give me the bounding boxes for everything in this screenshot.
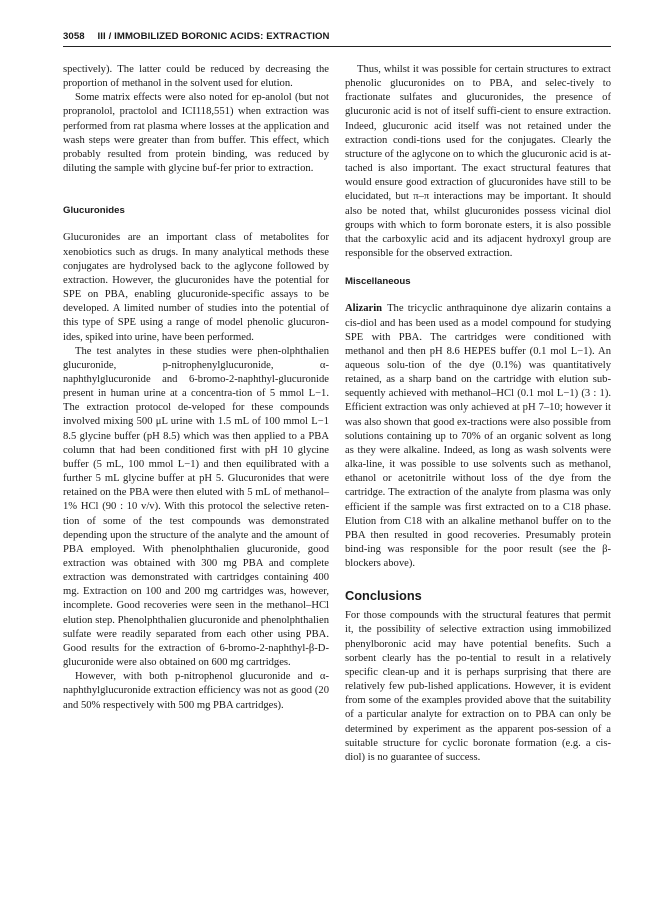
section-heading-glucuronides: Glucuronides [63, 205, 125, 217]
paragraph: Some matrix effects were also noted for ep-anolol (but not propranolol, practolol and ICI118,551) when extraction was performed from rat plasma where losses at the application and wash steps were greater than from buffer. This effect, which probably resulted from protein binding, was reduced by diluting the sample with glycine buf-fer prior to extraction. [63, 92, 329, 175]
running-header [63, 31, 611, 42]
paragraph: However, with both p-nitrophenol glucuronide and α-naphthylglucuronide extraction efficiency was not as good (20 and 50% respectively with 500 mg PBA cartridges). [63, 671, 329, 711]
page-number: 3058 [63, 31, 85, 42]
paragraph: The test analytes in these studies were phen-olphthalien glucuronide, p-nitrophenylglucuronide, α-naphthylglucuronide and 6-bromo-2-naphthyl-glucuronide present in human urine at a concentra-tion of 5 mmol L−1. The extraction protocol de-veloped for these compounds involved mixing 500 μL urine with 1.5 mL of 100 mmol L−1 8.5 glycine buffer (pH 8.5) which was then applied to a PBA column that had been conditioned first with pH 10 glycine buffer (5 mL, 100 mmol L−1) and then equilibrated with a further 5 mL glycine buffer at pH 5. Glucuronides that were retained on the PBA were then eluted with 5 mL of methanol–1% HCl (90 : 10 v/v). With this protocol the selective reten-tion of some of the test compounds was demonstrated depending upon the structure of the analyte and the amount of PBA employed. With phenolphthalien glucuronide, good extraction was obtained with 300 mg PBA and complete extraction was demonstrated with cartridges containing 400 mg. Extraction on 100 and 200 mg cartridges was, however, incomplete. Good recoveries were seen in the methanol–HCl elution step. Phenolphthalien glucuronide and phenolphthalien sulfate were readily separated from each other using PBA. Good results for the extraction of 6-bromo-2-naphthyl-β-D-glucuronide were also obtained on 600 mg cartridges. [63, 345, 329, 669]
runin-heading-alizarin: Alizarin [345, 303, 383, 315]
left-column [63, 63, 329, 713]
header-rule [63, 46, 611, 47]
paragraph-text: The tricyclic anthraquinone dye alizarin contains a cis-diol and has been used as a model compound for studying SPE with PBA. The cartridges were conditioned with methanol and then pH 8.6 HEPES buffer (0.1 mol L−1). An aqueous solu-tion of the dye (0.1%) was quantitatively retained, as a sharp band on the cartridge with elution sub-sequently achieved with methanol–HCl (0.1 mol L−1) (3 : 1). Efficient extraction was only achieved at pH 7–10; however it was also shown that good ex-tractions were also possible from solutions containing up to 70% of an organic solvent as long as they were alkaline. Indeed, as long as wash solvents were alka-line, it was possible to use solvents such as methanol, ethanol or acetonitrile without loss of the dye from the cartridge. The extraction of the analyte from plasma was only efficient if the sample was first extracted on to a C18 phase. Elution from C18 with an alkaline methanol buffer on to the PBA then resulted in good recoveries. Presumably protein bind-ing was responsible for the poor result (see the β-blockers above). [345, 303, 611, 570]
paragraph: Thus, whilst it was possible for certain structures to extract phenolic glucuronides on to PBA, and selec-tively to fractionate sulfates and glucuronides, the presence of glucuronic acid is not of itself suffi-cient to ensure extraction. Indeed, glucuronic acid itself was not retained under the extraction condi-tions used for the conjugates. Clearly the structure of the aglycone on to which the glucuronic acid is at-tached is also important. The exact structural features that would ensure good extraction of glucuronides have still to be elucidated, but π–π interactions may be important. It should also be noted that, whilst glucuronides possess vicinal diol groups with which to form boronate esters, it is also possible that the carboxylic acid and its adjacent hydroxyl group are responsible for the observed extraction. [345, 64, 611, 260]
paragraph-alizarin [345, 302, 611, 571]
section-heading-conclusions: Conclusions [345, 588, 422, 604]
section-heading-miscellaneous: Miscellaneous [345, 276, 411, 288]
paragraph: Glucuronides are an important class of metabolites for xenobiotics such as drugs. In many analytical methods these conjugates are hydrolysed back to the aglycone followed by extraction. However, the glucuronides have the potential for SPE on PBA, enabling glucuronide-specific assays to be developed. A limited number of studies into the potential of this type of SPE using a range of model phenolic glucuron-ides, spiked into urine, have been performed. [63, 232, 329, 343]
paragraph: For those compounds with the structural features that permit it, the possibility of selective extraction using immobilized phenylboronic acid may have potential benefits. Such a sorbent clearly has the po-tential to result in a relatively specific clean-up and it is perhaps surprising that there are relatively few pub-lished applications. However, it is evident from some of the examples provided above that the suitability of a particular analyte for extraction on to PBA can only be determined by experiment as the apparent pos-session of a suitable structure for cyclic boronate formation (e.g. a cis-diol) is no guarantee of success. [345, 610, 611, 763]
paragraph: spectively). The latter could be reduced by decreasing the proportion of methanol in the solvent used for elution. [63, 64, 329, 90]
right-column [345, 63, 611, 765]
running-title: III / IMMOBILIZED BORONIC ACIDS: EXTRACTION [97, 31, 330, 42]
